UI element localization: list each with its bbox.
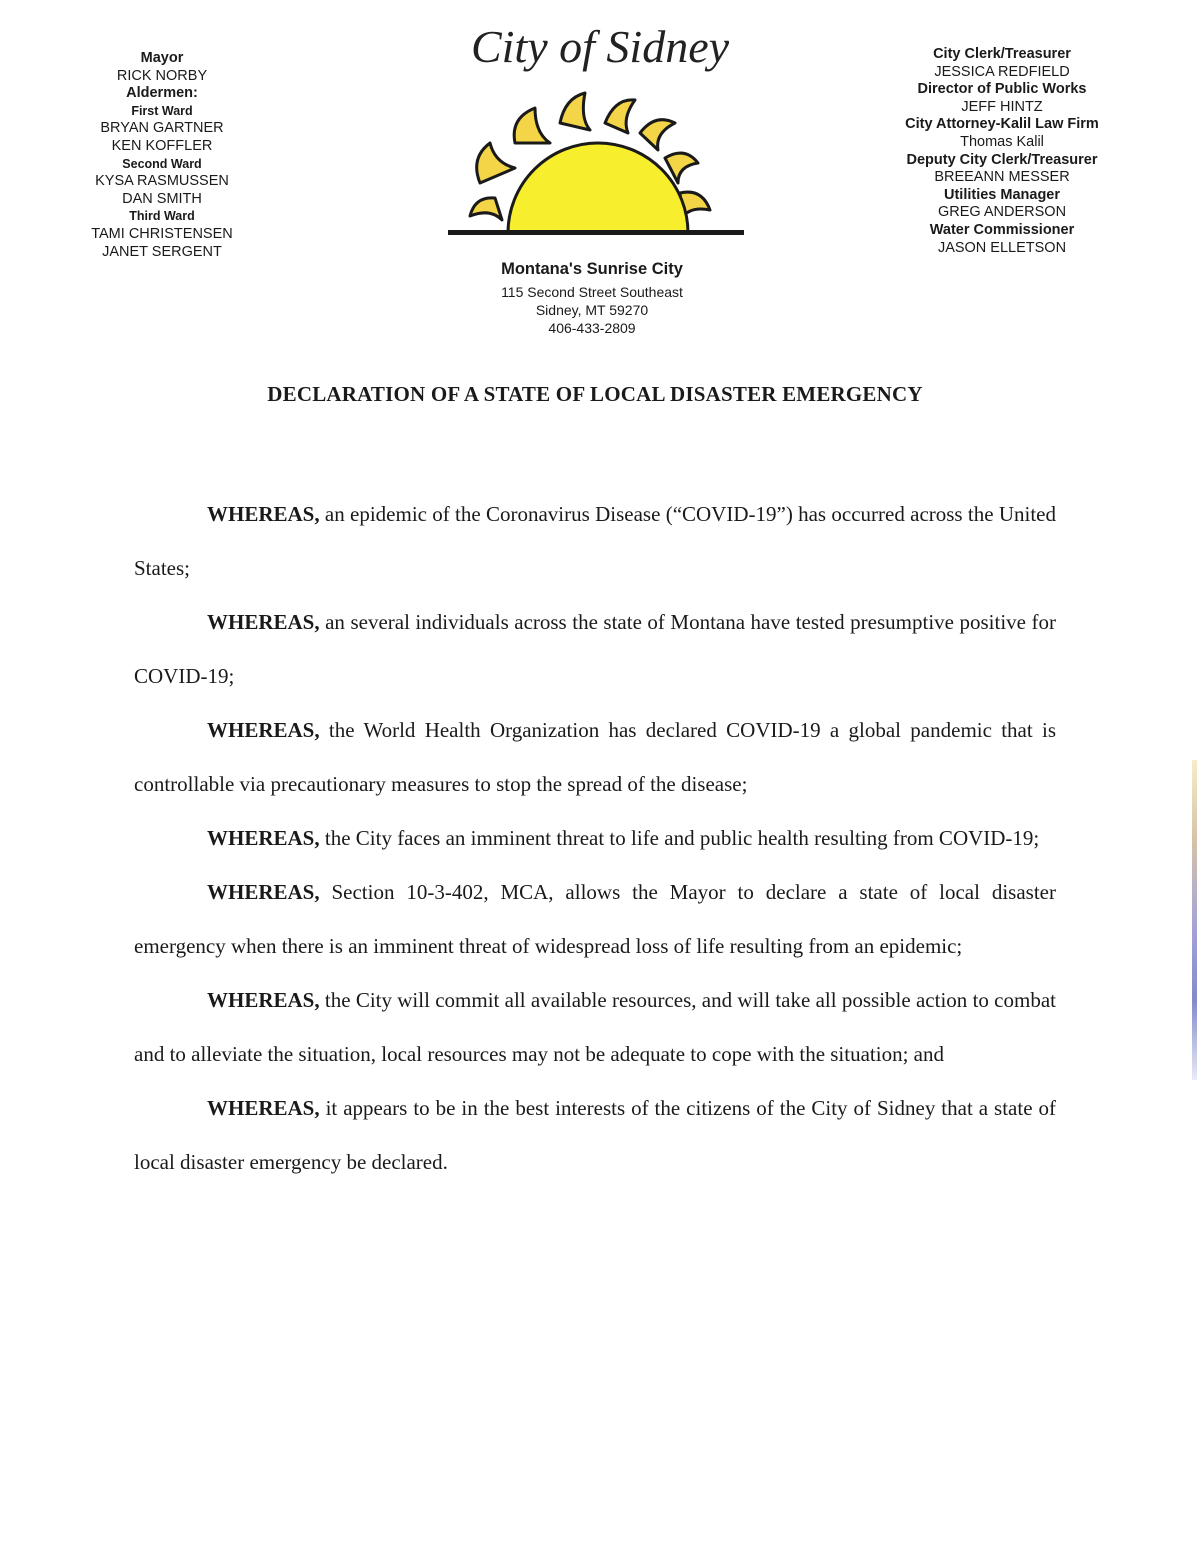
- clause-lead: WHEREAS,: [207, 988, 320, 1012]
- clause-lead: WHEREAS,: [207, 502, 320, 526]
- attorney-name: Thomas Kalil: [960, 133, 1044, 150]
- clause-text: an epidemic of the Coronavirus Disease (“COVID-19”) has occurred across the United States;: [134, 502, 1056, 580]
- clause-lead: WHEREAS,: [207, 880, 320, 904]
- officials-left-column: [37, 50, 287, 261]
- whereas-clause: [134, 865, 1056, 973]
- city-title: City of Sidney: [470, 21, 730, 72]
- city-tagline: Montana's Sunrise City: [501, 260, 683, 278]
- address-street: 115 Second Street Southeast: [501, 284, 683, 300]
- clause-lead: WHEREAS,: [207, 1096, 320, 1120]
- address-phone: 406-433-2809: [548, 320, 636, 336]
- whereas-clause: [134, 1081, 1056, 1189]
- scan-artifact: [1192, 760, 1197, 1080]
- ward1-alderman-b: KEN KOFFLER: [111, 137, 213, 154]
- clause-lead: WHEREAS,: [207, 718, 320, 742]
- works-name: JEFF HINTZ: [961, 98, 1043, 115]
- clause-text: the City faces an imminent threat to life and public health resulting from COVID-19;: [319, 826, 1040, 850]
- utilities-name: GREG ANDERSON: [937, 204, 1067, 221]
- whereas-clause: [134, 703, 1056, 811]
- whereas-clause: [134, 811, 1056, 865]
- water-name: JASON ELLETSON: [937, 239, 1067, 256]
- clause-text: it appears to be in the best interests of the citizens of the City of Sidney that a state of local disaster emergency be declared.: [134, 1096, 1056, 1174]
- water-title: Water Commissioner: [929, 221, 1075, 238]
- ward1-alderman-a: BRYAN GARTNER: [100, 120, 224, 137]
- ward3-alderman-b: JANET SERGENT: [102, 243, 222, 260]
- officials-right-column: [877, 46, 1127, 257]
- address-city: Sidney, MT 59270: [535, 302, 649, 318]
- ward2-title: Second Ward: [122, 156, 202, 171]
- document-heading: DECLARATION OF A STATE OF LOCAL DISASTER EMERGENCY: [267, 382, 923, 406]
- declaration-body: [134, 487, 1056, 1189]
- clerk-title: City Clerk/Treasurer: [933, 46, 1071, 62]
- clause-text: Section 10-3-402, MCA, allows the Mayor to declare a state of local disaster emergency when there is an imminent threat of widespread loss of life resulting from an epidemic;: [134, 880, 1056, 958]
- clerk-name: JESSICA REDFIELD: [934, 63, 1070, 80]
- attorney-title: City Attorney-Kalil Law Firm: [905, 116, 1099, 133]
- whereas-clause: [134, 973, 1056, 1081]
- ward1-title: First Ward: [131, 103, 193, 118]
- clause-text: the City will commit all available resources, and will take all possible action to combat and to alleviate the situation, local resources may not be adequate to cope with the situation; and: [134, 988, 1056, 1066]
- clause-lead: WHEREAS,: [207, 610, 320, 634]
- deputy-title: Deputy City Clerk/Treasurer: [906, 151, 1098, 168]
- utilities-title: Utilities Manager: [943, 186, 1061, 203]
- ward2-alderman-a: KYSA RASMUSSEN: [95, 173, 229, 190]
- ward3-title: Third Ward: [129, 209, 195, 224]
- clause-text: the World Health Organization has declared COVID-19 a global pandemic that is controllable via precautionary measures to stop the spread of the disease;: [134, 718, 1056, 796]
- clause-lead: WHEREAS,: [207, 826, 320, 850]
- ward3-alderman-a: TAMI CHRISTENSEN: [91, 225, 233, 242]
- aldermen-title: Aldermen:: [126, 85, 198, 102]
- ward2-alderman-b: DAN SMITH: [122, 190, 202, 207]
- works-title: Director of Public Works: [917, 81, 1087, 98]
- deputy-name: BREEANN MESSER: [934, 169, 1070, 186]
- city-address: [442, 283, 742, 337]
- sun-icon: [440, 88, 750, 243]
- whereas-clause: [134, 487, 1056, 595]
- clause-text: an several individuals across the state of Montana have tested presumptive positive for COVID-19;: [134, 610, 1056, 688]
- mayor-name: RICK NORBY: [116, 67, 208, 84]
- whereas-clause: [134, 595, 1056, 703]
- mayor-title: Mayor: [140, 50, 184, 66]
